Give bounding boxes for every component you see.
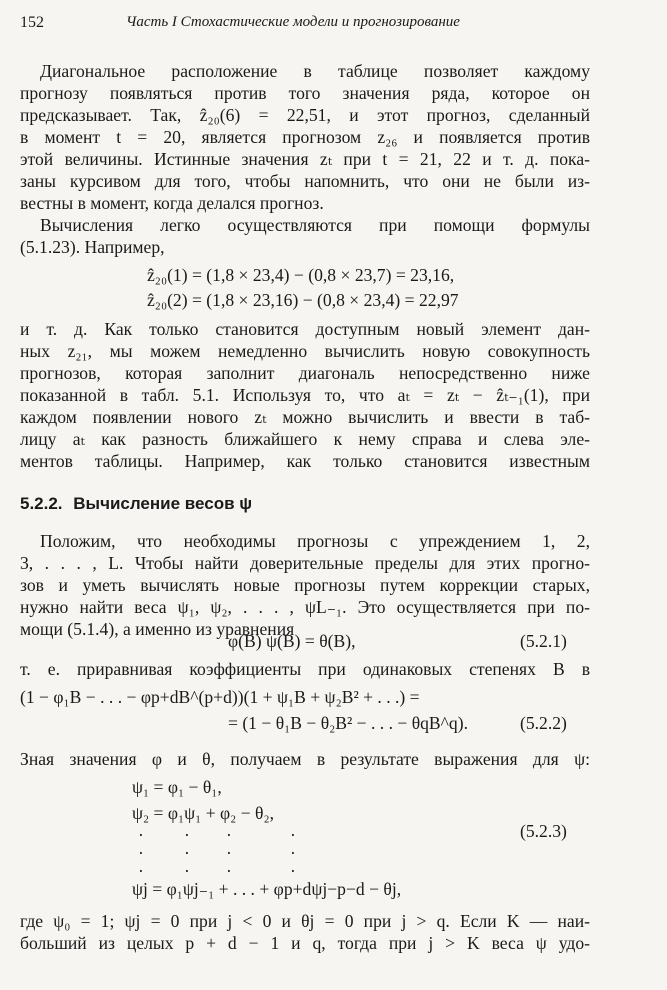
- p4-line-4: нужно найти веса ψ₁, ψ₂, . . . , ψL₋₁. Это осуществляется при по-: [20, 597, 590, 617]
- equation-5-2-1: φ(B) ψ(B) = θ(B),: [228, 631, 356, 651]
- equation-5-2-2-line-1: (1 − φ₁B − . . . − φp+dB^(p+d))(1 + ψ₁B + ψ₂B² + . . .) =: [20, 687, 420, 707]
- p5-line: т. е. приравнивая коэффициенты при одинаковых степенях B в: [20, 659, 590, 679]
- p3-line-6: лицу aₜ как разность ближайшего к нему справа и слева эле-: [20, 429, 590, 449]
- p1-line-7: вестны в момент, когда делался прогноз.: [20, 193, 324, 213]
- p3-line-3: прогнозов, которая заполнит диагональ непосредственно ниже: [20, 363, 590, 383]
- equation-5-2-3-line-2: ψ₂ = φ₁ψ₁ + φ₂ − θ₂,: [132, 803, 274, 823]
- p3-line-1: и т. д. Как только становится доступным новый элемент дан-: [20, 319, 590, 339]
- p6-line: Зная значения φ и θ, получаем в результате выражения для ψ:: [20, 749, 590, 769]
- p3-line-4: показанной в табл. 5.1. Используя то, что aₜ = zₜ − ẑₜ₋₁(1), при: [20, 385, 590, 405]
- equation-5-2-3-line-3: ψj = φ₁ψj₋₁ + . . . + φp+dψj−p−d − θj,: [132, 879, 402, 899]
- p1-line-2: прогнозу появляться против того значения ряда, которое он: [20, 83, 590, 103]
- p4-line-1: Положим, что необходимы прогнозы с упреждением 1, 2,: [40, 531, 590, 551]
- example-equation-1: ẑ₂₀(1) = (1,8 × 23,4) − (0,8 × 23,7) = 23,16,: [147, 265, 455, 285]
- p3-line-2: ных z₂₁, мы можем немедленно вычислить новую совокупность: [20, 341, 590, 361]
- vertical-dots-3: · · ·: [226, 825, 232, 881]
- p7-line-2: больший из целых p + d − 1 и q, тогда при j > K веса ψ удо-: [20, 933, 590, 953]
- p2-line-1: Вычисления легко осуществляются при помощи формулы: [40, 215, 590, 235]
- vertical-dots-2: · · ·: [184, 825, 190, 881]
- page-number: 152: [20, 14, 44, 31]
- p3-line-5: каждом появлении нового zₜ можно вычислить и ввести в таб-: [20, 407, 590, 427]
- p3-line-7: ментов таблицы. Например, как только становится известным: [20, 451, 590, 471]
- example-equation-2: ẑ₂₀(2) = (1,8 × 23,16) − (0,8 × 23,4) = 22,97: [147, 290, 459, 310]
- p1-line-3: предсказывает. Так, ẑ₂₀(6) = 22,51, и этот прогноз, сделанный: [20, 105, 590, 125]
- p2-line-2: (5.1.23). Например,: [20, 237, 165, 257]
- vertical-dots-1: · · ·: [138, 825, 144, 881]
- section-number: 5.2.2.: [20, 494, 63, 513]
- equation-number-5-2-3: (5.2.3): [520, 821, 567, 841]
- equation-5-2-2-line-2: = (1 − θ₁B − θ₂B² − . . . − θqB^q).: [228, 713, 468, 733]
- section-title: Вычисление весов ψ: [73, 494, 253, 513]
- p1-line-1: Диагональное расположение в таблице позволяет каждому: [40, 61, 590, 81]
- p4-line-2: 3, . . . , L. Чтобы найти доверительные пределы для этих прогно-: [20, 553, 590, 573]
- section-heading: [20, 494, 252, 514]
- p4-line-5: мощи (5.1.4), а именно из уравнения: [20, 619, 295, 639]
- p1-line-5: этой величины. Истинные значения zₜ при t = 21, 22 и т. д. пока-: [20, 149, 590, 169]
- equation-number-5-2-2: (5.2.2): [520, 713, 567, 733]
- running-title: Часть I Стохастические модели и прогнозирование: [126, 14, 460, 30]
- equation-number-5-2-1: (5.2.1): [520, 631, 567, 651]
- p1-line-4: в момент t = 20, является прогнозом z₂₆ и появляется против: [20, 127, 590, 147]
- p1-line-6: заны курсивом для того, чтобы напомнить, что они не были из-: [20, 171, 590, 191]
- page-header: [20, 14, 630, 38]
- p4-line-3: зов и уметь вычислять новые прогнозы путем коррекции старых,: [20, 575, 590, 595]
- p7-line-1: где ψ₀ = 1; ψj = 0 при j < 0 и θj = 0 при j > q. Если K — наи-: [20, 911, 590, 931]
- equation-5-2-3-line-1: ψ₁ = φ₁ − θ₁,: [132, 777, 222, 797]
- vertical-dots-4: · · ·: [290, 825, 296, 881]
